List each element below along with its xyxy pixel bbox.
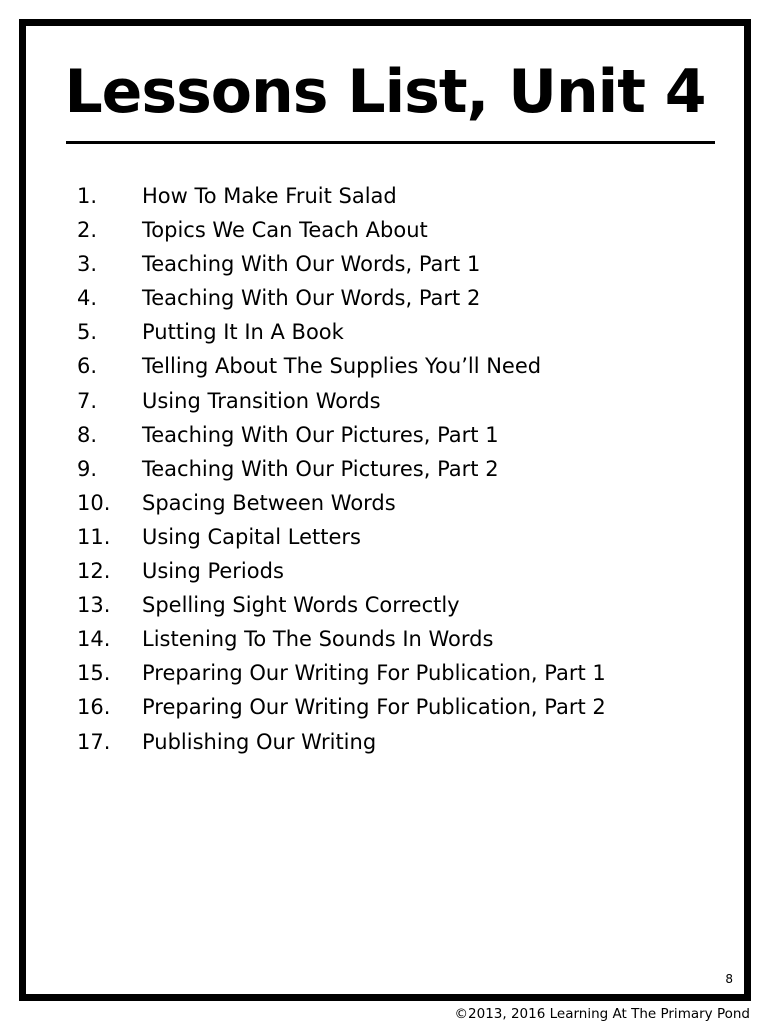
lesson-item [77,656,606,690]
lesson-title: Using Capital Letters [142,524,361,549]
lesson-item [77,281,606,315]
page-number: 8 [725,972,733,986]
lesson-title: Using Transition Words [142,388,381,413]
lesson-title: Publishing Our Writing [142,729,377,754]
lesson-number: 13. [77,593,111,618]
lesson-title: Listening To The Sounds In Words [142,627,494,652]
lesson-number: 11. [77,524,111,549]
lesson-number: 8. [77,422,98,447]
copyright-notice: ©2013, 2016 Learning At The Primary Pond [454,1006,750,1022]
lesson-title: Teaching With Our Words, Part 1 [142,252,481,277]
lesson-item [77,247,606,281]
lesson-item [77,588,606,622]
lesson-item [77,213,606,247]
lesson-title: Teaching With Our Pictures, Part 2 [142,456,499,481]
lesson-number: 3. [77,252,98,277]
lesson-item [77,690,606,724]
title-divider [66,141,715,144]
lesson-item [77,384,606,418]
lesson-title: Spelling Sight Words Correctly [142,593,460,618]
lesson-number: 4. [77,286,98,311]
lesson-title: How To Make Fruit Salad [142,184,397,208]
lesson-number: 16. [77,695,111,720]
page-title: Lessons List, Unit 4 [64,57,706,127]
lesson-number: 5. [77,320,98,345]
lesson-title: Topics We Can Teach About [142,218,428,243]
lesson-number: 7. [77,388,98,413]
lesson-item [77,554,606,588]
lesson-title: Teaching With Our Words, Part 2 [142,286,481,311]
lesson-number: 6. [77,354,98,379]
lesson-title: Telling About The Supplies You’ll Need [142,354,542,379]
lesson-item [77,452,606,486]
lesson-title: Putting It In A Book [142,320,344,345]
lesson-item [77,418,606,452]
lesson-number: 10. [77,490,111,515]
lesson-title: Spacing Between Words [142,490,396,515]
lesson-number: 1. [77,184,98,208]
page-frame [19,19,751,1001]
lesson-title: Preparing Our Writing For Publication, Part 1 [142,661,606,686]
lesson-item [77,349,606,383]
lesson-title: Using Periods [142,559,284,584]
lesson-list [77,179,606,759]
lesson-item [77,486,606,520]
lesson-number: 9. [77,456,98,481]
lesson-item [77,622,606,656]
lesson-number: 15. [77,661,111,686]
lesson-title: Teaching With Our Pictures, Part 1 [142,422,499,447]
lesson-number: 17. [77,729,111,754]
lesson-item [77,315,606,349]
lesson-number: 12. [77,559,111,584]
lesson-item [77,520,606,554]
lesson-title: Preparing Our Writing For Publication, Part 2 [142,695,606,720]
lesson-number: 2. [77,218,98,243]
lesson-item [77,179,606,213]
lesson-number: 14. [77,627,111,652]
lesson-item [77,725,606,759]
